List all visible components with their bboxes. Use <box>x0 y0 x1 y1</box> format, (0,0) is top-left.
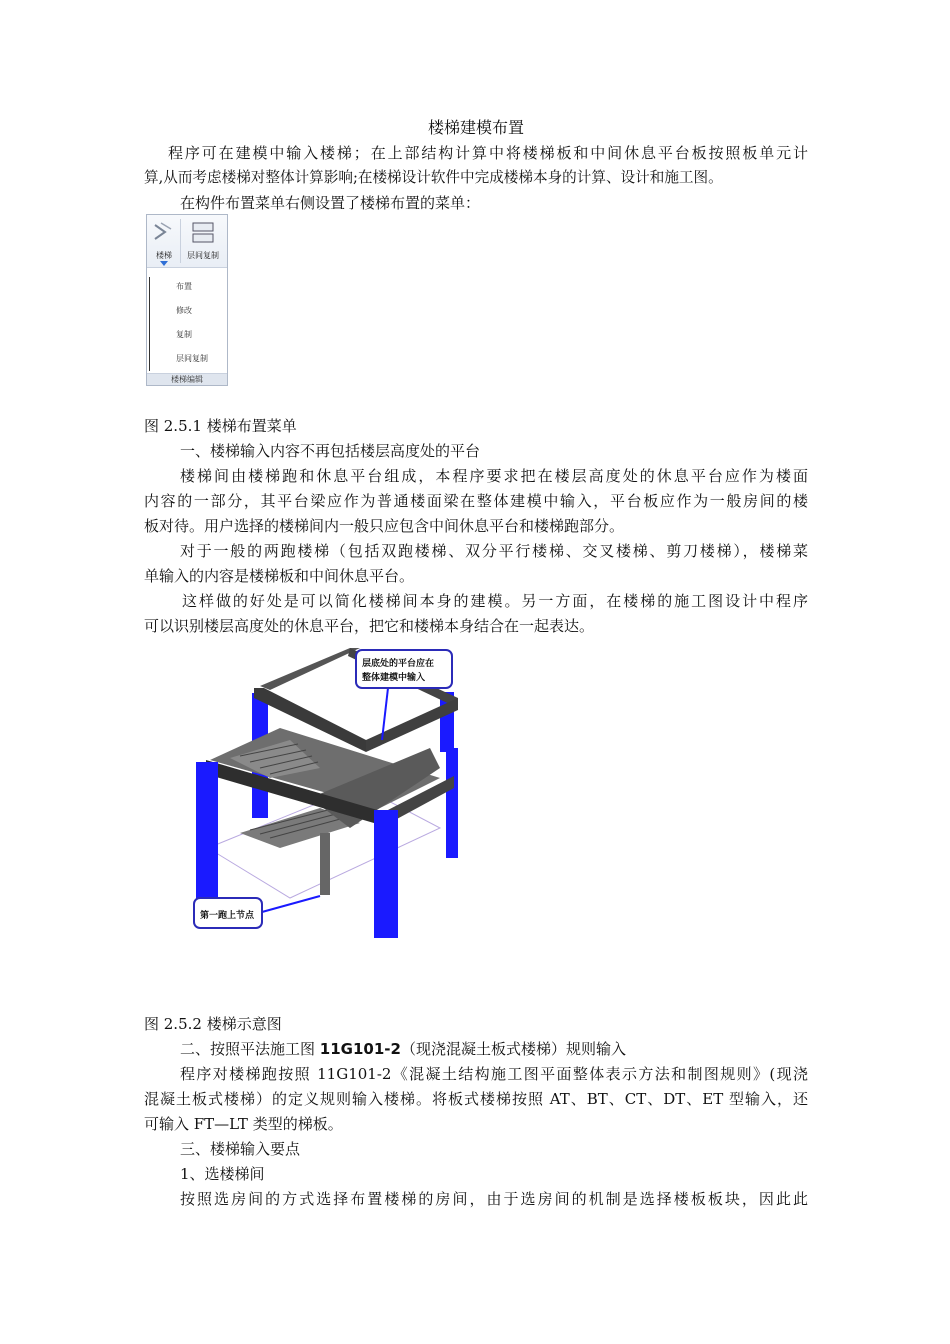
floor-copy-button-label: 层间复制 <box>187 251 219 260</box>
paragraph-line: 这样做的好处是可以简化楼梯间本身的建模。另一方面，在楼梯的施工图设计中程序 <box>182 592 808 610</box>
paragraph-line: 对于一般的两跑楼梯（包括双跑楼梯、双分平行楼梯、交叉楼梯、剪刀楼梯），楼梯菜 <box>180 542 808 560</box>
stairs-button-label: 楼梯 <box>156 251 172 260</box>
page-title: 楼梯建模布置 <box>427 118 524 137</box>
paragraph-line: 在构件布置菜单右侧设置了楼梯布置的菜单： <box>180 194 481 212</box>
stairs-menu-panel <box>146 214 228 386</box>
section-heading: 三、楼梯输入要点 <box>180 1140 301 1158</box>
section-heading-suffix: （现浇混凝土板式楼梯）规则输入 <box>400 1040 626 1058</box>
standard-code: 11G101-2 <box>319 1040 401 1058</box>
section-heading-prefix: 二、按照平法施工图 <box>180 1040 320 1058</box>
callout-top-line1: 层底处的平台应在 <box>362 659 435 669</box>
paragraph-line: 可以识别楼层高度处的休息平台，把它和楼梯本身结合在一起表达。 <box>144 617 595 635</box>
subsection-heading: 1、选楼梯间 <box>180 1165 265 1183</box>
callout-top-line2: 整体建模中输入 <box>362 673 426 683</box>
callout-bottom-label: 第一跑上节点 <box>200 911 255 921</box>
floor-copy-icon <box>182 217 224 249</box>
stairs-icon <box>149 217 179 249</box>
paragraph-line: 按照选房间的方式选择布置楼梯的房间，由于选房间的机制是选择楼板板块，因此此 <box>180 1190 808 1208</box>
paragraph-line: 楼梯间由楼梯跑和休息平台组成，本程序要求把在楼层高度处的休息平台应作为楼面 <box>180 467 808 485</box>
beam <box>260 648 360 690</box>
paragraph-line: 板对待。用户选择的楼梯间内一般只应包含中间休息平台和楼梯跑部分。 <box>144 517 625 535</box>
post <box>320 833 330 895</box>
paragraph-line: 程序可在建模中输入楼梯；在上部结构计算中将楼梯板和中间休息平台板按照板单元计 <box>168 144 808 162</box>
paragraph-line: 程序对楼梯跑按照 11G101-2《混凝土结构施工图平面整体表示方法和制图规则》(现浇 <box>180 1065 808 1083</box>
chevron-down-icon <box>160 261 168 267</box>
menu-item-place[interactable]: 布置 <box>176 282 192 291</box>
paragraph-line: 混凝土板式楼梯）的定义规则输入楼梯。将板式楼梯按照 AT、BT、CT、DT、ET 型输入，还 <box>144 1090 808 1108</box>
figure-caption: 图 2.5.1 楼梯布置菜单 <box>144 417 297 435</box>
paragraph-line: 算,从而考虑楼梯对整体计算影响;在楼梯设计软件中完成楼梯本身的计算、设计和施工图。 <box>144 169 723 186</box>
section-heading: 一、楼梯输入内容不再包括楼层高度处的平台 <box>180 442 481 460</box>
menu-item-modify[interactable]: 修改 <box>176 306 192 315</box>
column <box>374 810 398 938</box>
column <box>446 748 458 858</box>
toolbar-divider <box>180 219 181 263</box>
column <box>196 762 218 904</box>
floor-copy-button[interactable] <box>182 217 224 265</box>
paragraph-line: 单输入的内容是楼梯板和中间休息平台。 <box>144 567 415 585</box>
menu-item-copy[interactable]: 复制 <box>176 330 192 339</box>
staircase-figure <box>170 648 480 938</box>
stairs-button[interactable] <box>149 217 179 265</box>
menu-left-rule <box>149 277 150 371</box>
figure-caption: 图 2.5.2 楼梯示意图 <box>144 1015 282 1033</box>
paragraph-line: 可输入 FT—LT 类型的梯板。 <box>144 1115 343 1133</box>
menu-item-floor-copy[interactable]: 层间复制 <box>176 354 208 363</box>
menu-toolbar <box>147 215 227 268</box>
menu-group-label: 楼梯编辑 <box>147 373 227 385</box>
section-heading <box>144 1037 808 1061</box>
paragraph-line: 内容的一部分，其平台梁应作为普通楼面梁在整体建模中输入，平台板应作为一般房间的楼 <box>144 492 808 510</box>
